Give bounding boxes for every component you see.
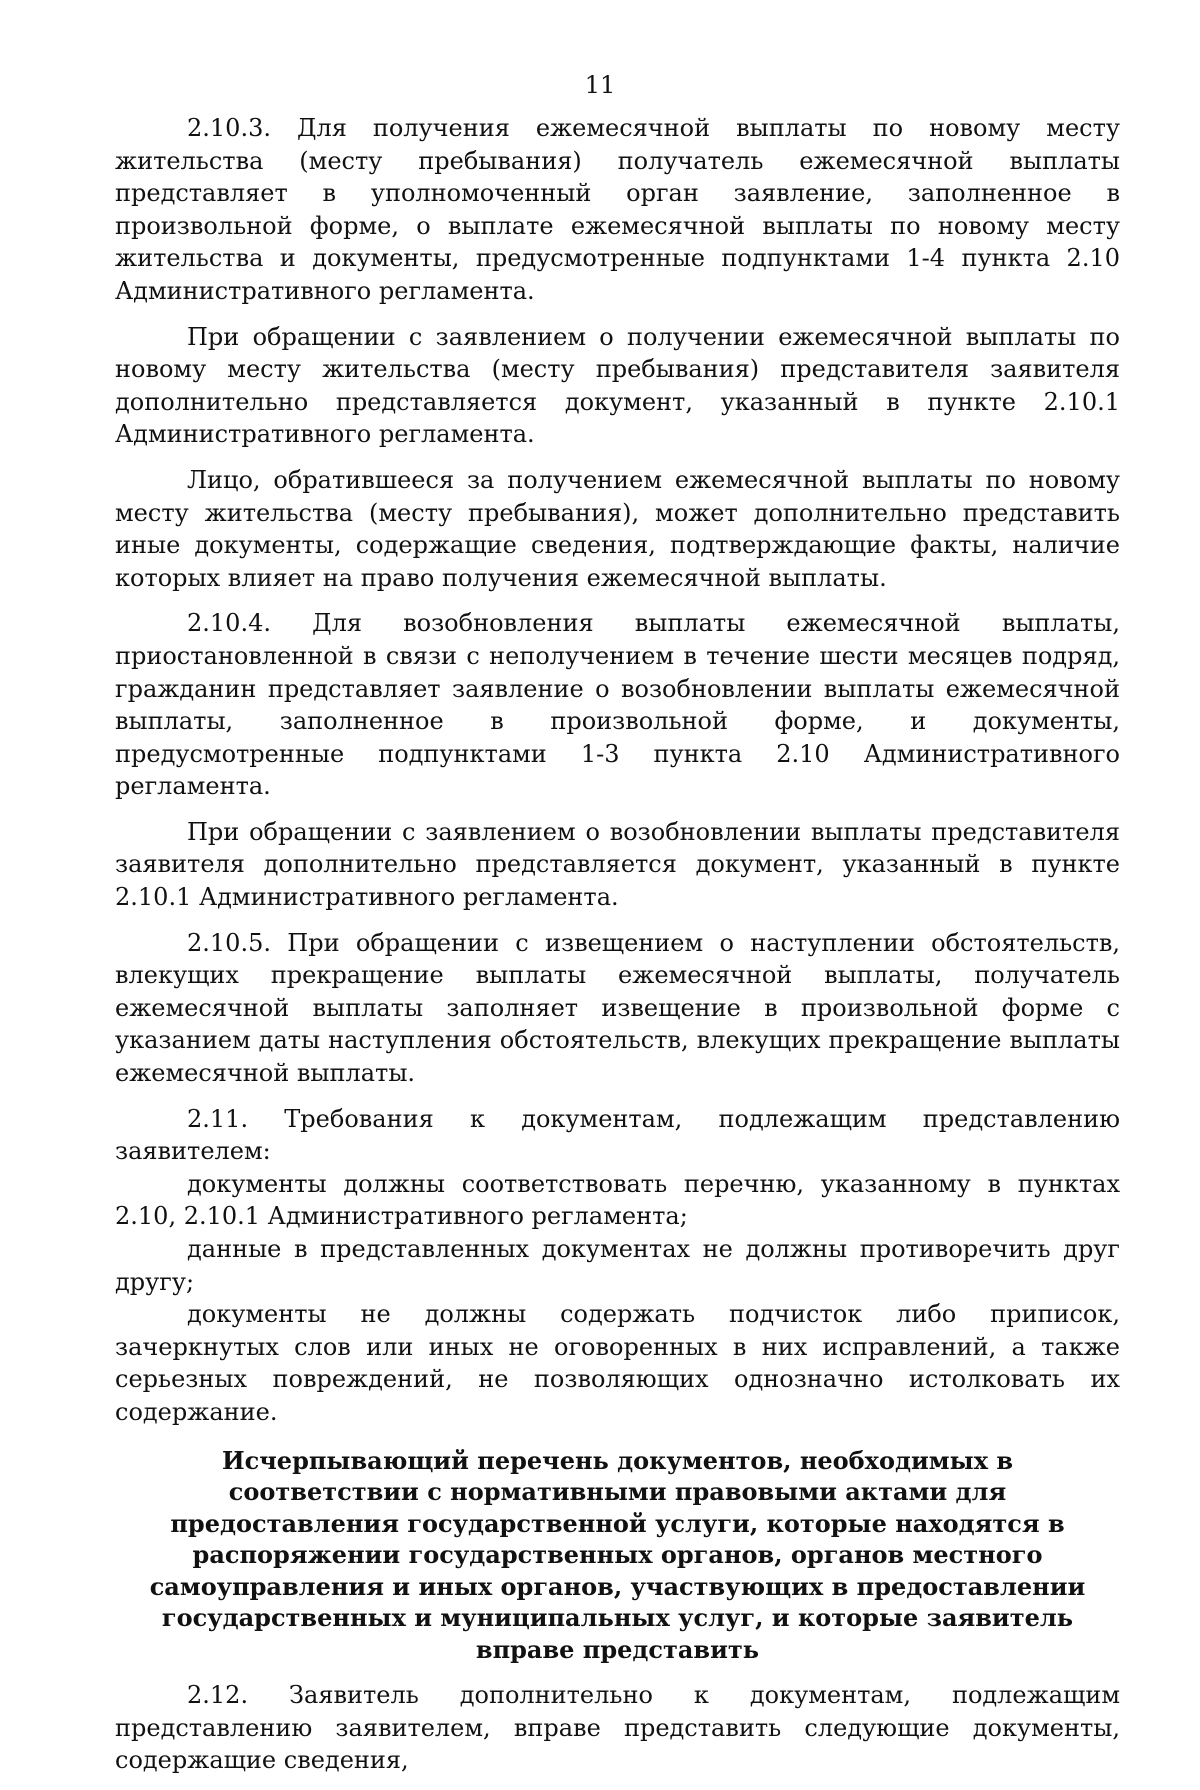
requirement-item: данные в представленных документах не должны противоречить друг другу; bbox=[115, 1235, 1120, 1296]
paragraph-additional-documents: Лицо, обратившееся за получением ежемесячной выплаты по новому месту жительства (месту пребывания), может дополнительно представить иные документы, содержащие сведения, подтверждающие факты, наличие которых влияет на право получения ежемесячной выплаты. bbox=[115, 465, 1120, 592]
requirement-item: документы не должны содержать подчисток либо приписок, зачеркнутых слов или иных не оговоренных в них исправлений, а также серьезных повреждений, не позволяющих однозначно истолковать их содержание. bbox=[115, 1300, 1120, 1426]
requirement-item: документы должны соответствовать перечню, указанному в пунктах 2.10, 2.10.1 Административного регламента; bbox=[115, 1169, 1120, 1231]
document-body bbox=[115, 112, 1120, 1790]
paragraph-2-10-4: 2.10.4. Для возобновления выплаты ежемесячной выплаты, приостановленной в связи с неполучением в течение шести месяцев подряд, гражданин представляет заявление о возобновлении выплаты ежемесячной выплаты, заполненное в произвольной форме, и документы, предусмотренные подпунктами 1-3 пункта 2.10 Административного регламента. bbox=[115, 609, 1120, 801]
paragraph-2-10-3: 2.10.3. Для получения ежемесячной выплаты по новому месту жительства (месту пребывания) получатель ежемесячной выплаты представляет в уполномоченный орган заявление, заполненное в произвольной форме, о выплате ежемесячной выплаты по новому месту жительства и документы, предусмотренные подпунктами 1-4 пункта 2.10 Административного регламента. bbox=[115, 114, 1120, 305]
paragraph-2-10-5: 2.10.5. При обращении с извещением о наступлении обстоятельств, влекущих прекращение выплаты ежемесячной выплаты, получатель ежемесячной выплаты заполняет извещение в произвольной форме с указанием даты наступления обстоятельств, влекущих прекращение выплаты ежемесячной выплаты. bbox=[115, 928, 1120, 1088]
page-number: 11 bbox=[584, 71, 616, 99]
paragraph-representative-resumption: При обращении с заявлением о возобновлении выплаты представителя заявителя дополнительно представляется документ, указанный в пункте 2.10.1 Административного регламента. bbox=[115, 817, 1120, 912]
paragraph-2-11-intro: 2.11. Требования к документам, подлежащим представлению заявителем: bbox=[115, 1104, 1120, 1166]
section-heading: Исчерпывающий перечень документов, необходимых в соответствии с нормативными правовыми актами для предоставления государственной услуги, которые находятся в распоряжении государственных органов, органов местного самоуправления и иных органов, участвующих в предоставлении государственных и муниципальных услуг, и которые заявитель вправе представить bbox=[149, 1445, 1086, 1664]
paragraph-representative-new-residence: При обращении с заявлением о получении ежемесячной выплаты по новому месту жительства (месту пребывания) представителя заявителя дополнительно представляется документ, указанный в пункте 2.10.1 Административного регламента. bbox=[115, 322, 1120, 449]
paragraph-2-12: 2.12. Заявитель дополнительно к документам, подлежащим представлению заявителем, вправе представить следующие документы, содержащие сведения, bbox=[115, 1681, 1120, 1775]
